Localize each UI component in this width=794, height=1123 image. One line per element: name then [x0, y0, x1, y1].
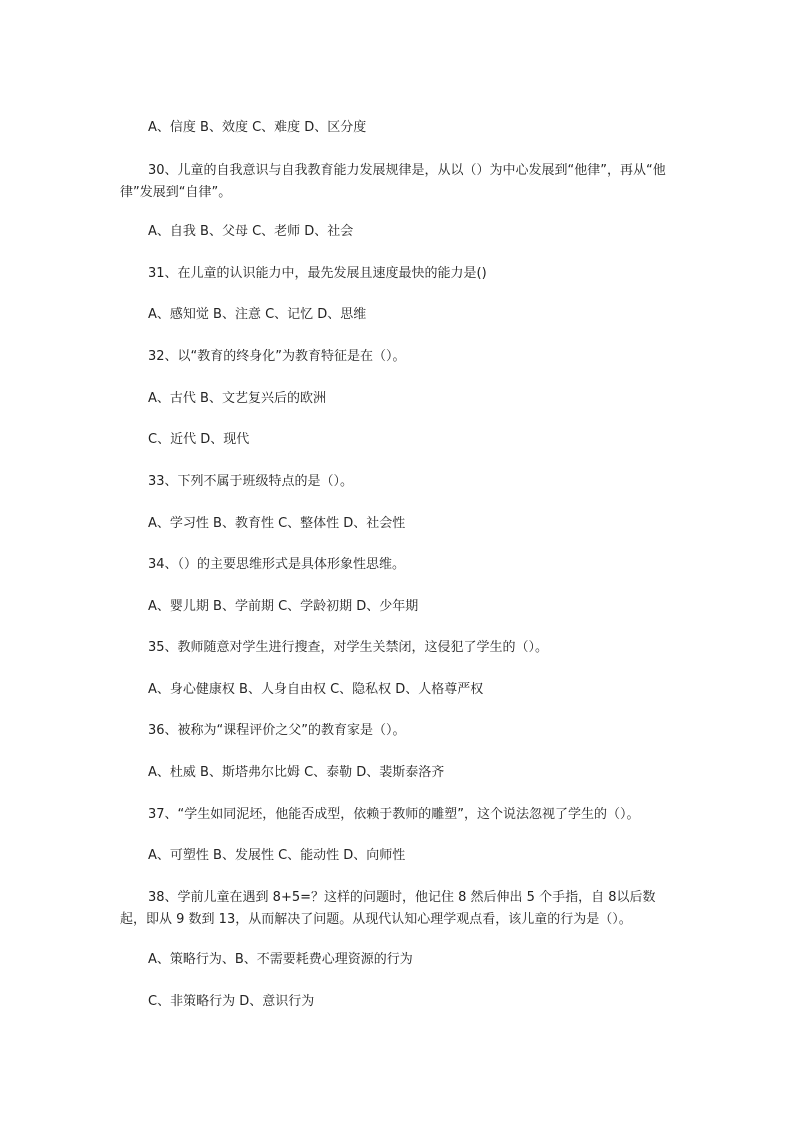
question-33: 33、下列不属于班级特点的是（）。	[148, 474, 354, 489]
options-line: A、身心健康权 B、人身自由权 C、隐私权 D、人格尊严权	[148, 682, 484, 697]
options-line: A、自我 B、父母 C、老师 D、社会	[148, 224, 354, 239]
question-31: 31、在儿童的认识能力中，最先发展且速度最快的能力是()	[148, 266, 487, 281]
options-line: A、可塑性 B、发展性 C、能动性 D、向师性	[148, 848, 406, 863]
options-line: C、非策略行为 D、意识行为	[148, 994, 315, 1009]
options-line: A、感知觉 B、注意 C、记忆 D、思维	[148, 307, 367, 322]
options-line: A、学习性 B、教育性 C、整体性 D、社会性	[148, 516, 406, 531]
question-38: 38、学前儿童在遇到 8+5=？这样的问题时，他记住 8 然后伸出 5 个手指，自 8以后数起，即从 9 数到 13，从而解决了问题。从现代认知心理学观点看，该儿童的行为是（）。	[120, 890, 656, 927]
options-line: A、信度 B、效度 C、难度 D、区分度	[148, 120, 367, 135]
question-35: 35、教师随意对学生进行搜查，对学生关禁闭，这侵犯了学生的（）。	[148, 640, 549, 655]
options-line: A、策略行为、B、不需要耗费心理资源的行为	[148, 952, 413, 967]
question-34: 34、（）的主要思维形式是具体形象性思维。	[148, 557, 406, 572]
options-line: A、杜威 B、斯塔弗尔比姆 C、泰勒 D、裴斯泰洛齐	[148, 765, 445, 780]
question-32: 32、以“教育的终身化”为教育特征是在（）。	[148, 349, 406, 364]
options-line: C、近代 D、现代	[148, 432, 250, 447]
question-36: 36、被称为“课程评价之父”的教育家是（）。	[148, 723, 406, 738]
options-line: A、婴儿期 B、学前期 C、学龄初期 D、少年期	[148, 599, 419, 614]
question-37: 37、“学生如同泥坯，他能否成型，依赖于教师的雕塑”，这个说法忽视了学生的（）。	[148, 807, 640, 822]
options-line: A、古代 B、文艺复兴后的欧洲	[148, 391, 326, 406]
question-30: 30、儿童的自我意识与自我教育能力发展规律是，从以（）为中心发展到“他律”，再从“他律”发展到“自律”。	[120, 163, 666, 200]
